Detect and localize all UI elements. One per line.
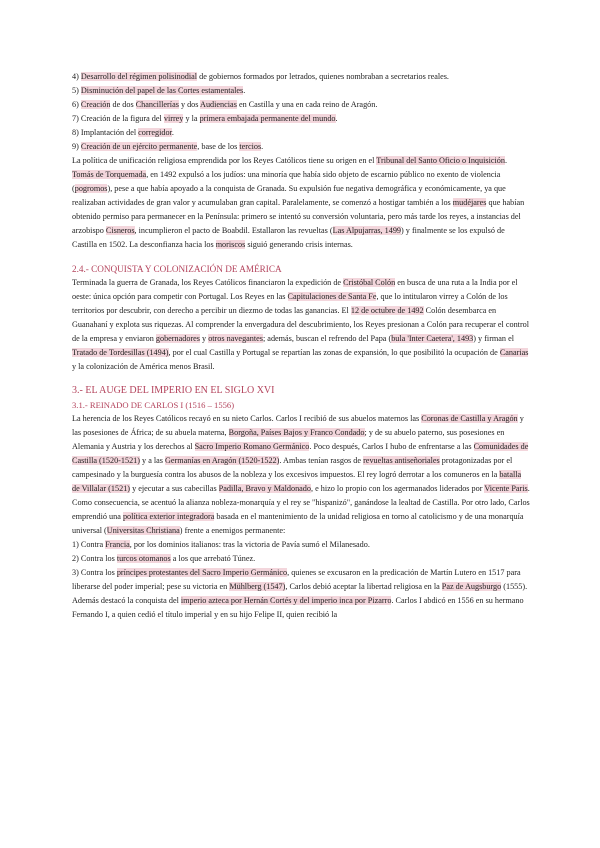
highlighted-term: Coronas de Castilla y Aragón — [421, 414, 518, 423]
enemies-list — [72, 538, 530, 622]
highlighted-term: Mühlberg (1547) — [229, 582, 286, 591]
highlighted-term: moriscos — [215, 240, 246, 249]
highlighted-term: Chancillerías — [135, 100, 179, 109]
highlighted-term: Tratado de Tordesillas (1494) — [72, 348, 169, 357]
highlighted-term: Cisneros — [105, 226, 135, 235]
highlighted-term: Audiencias — [200, 100, 237, 109]
section-heading-3: 3.- EL AUGE DEL IMPERIO EN EL SIGLO XVI — [72, 385, 275, 396]
highlighted-term: corregidor — [138, 128, 172, 137]
reforms-list — [72, 70, 530, 154]
highlighted-term: Padilla, Bravo y Maldonado — [218, 484, 311, 493]
highlighted-term: turcos otomanos — [116, 554, 171, 563]
highlighted-term: Borgoña, Países Bajos y Franco Condado — [228, 428, 365, 437]
highlighted-term: bula 'Inter Caetera', 1493 — [391, 334, 474, 343]
highlighted-term: Las Alpujarras, 1499 — [332, 226, 402, 235]
highlighted-term: virrey — [163, 114, 184, 123]
list-item: 9) Creación de un ejército permanente, base de los tercios. — [72, 142, 264, 151]
highlighted-term: Capitulaciones de Santa Fe — [287, 292, 377, 301]
highlighted-term: gobernadores — [155, 334, 200, 343]
section-heading-3-1: 3.1.- REINADO DE CARLOS I (1516 – 1556) — [72, 400, 235, 410]
highlighted-term: Paz de Augsburgo — [441, 582, 502, 591]
highlighted-term: Desarrollo del régimen polisinodial — [80, 72, 198, 81]
highlighted-term: otros navegantes — [208, 334, 263, 343]
highlighted-term: revueltas antiseñoriales — [363, 456, 440, 465]
highlighted-term: Francia — [105, 540, 130, 549]
list-item: 3) Contra los príncipes protestantes del Sacro Imperio Germánico, quienes se excusaron en la predicación de Martín Lutero en 1517 para liberarse del poder imperial; pese su victoria en Mühlberg (1547), Carlos debió aceptar la libertad religiosa en la Paz de Augsburgo (1555). Además destacó la conquista del imperio azteca por Hernán Cortés y del imperio inca por Pizarro. Carlos I abdicó en 1556 en su hermano Fernando I, a quien cedió el título imperial y en su hijo Felipe II, quien recibió la — [72, 568, 528, 619]
highlighted-term: Tribunal del Santo Oficio o Inquisición — [376, 156, 505, 165]
paragraph-america: Terminada la guerra de Granada, los Reyes Católicos financiaron la expedición de Cristóbal Colón en busca de una ruta a la India por el oeste: única opción para competir con Portugal. Los Reyes en las Capitulaciones de Santa Fe, que lo intitularon virrey a Colón de los territorios por descubrir, con derecho a percibir un diezmo de todas las ganancias. El 12 de octubre de 1492 Colón desembarca en Guanahaní y explota sus riquezas. Al comprender la envergadura del descubrimiento, los Reyes presionan a Colón para recuperar el control de la empresa y enviaron gobernadores y otros navegantes; además, buscan el refrendo del Papa (bula 'Inter Caetera', 1493) y firman el Tratado de Tordesillas (1494), por el cual Castilla y Portugal se repartían las zonas de expansión, lo que posibilitó la ocupación de Canarias y la colonización de América menos Brasil. — [72, 278, 530, 371]
highlighted-term: primera embajada permanente del mundo — [199, 114, 336, 123]
highlighted-term: Germanías en Aragón (1520-1522) — [165, 456, 280, 465]
highlighted-term: política exterior integradora — [122, 512, 215, 521]
highlighted-term: Tomás de Torquemada — [72, 170, 147, 179]
highlighted-term: Disminución del papel de las Cortes estamentales — [80, 86, 244, 95]
highlighted-term: tercios — [239, 142, 262, 151]
highlighted-term: Creación de un ejército permanente — [80, 142, 198, 151]
highlighted-term: Canarias — [499, 348, 529, 357]
highlighted-term: mudéjares — [452, 198, 487, 207]
highlighted-term: Vicente Paris — [484, 484, 528, 493]
paragraph-carlos-i: La herencia de los Reyes Católicos recayó en su nieto Carlos. Carlos I recibió de sus abuelos maternos las Coronas de Castilla y Aragón y las posesiones de África; de su abuela materna, Borgoña, Países Bajos y Franco Condado; y de su abuelo paterno, sus posesiones en Alemania y Austria y los derechos al Sacro Imperio Romano Germánico. Poco después, Carlos I hubo de enfrentarse a las Comunidades de Castilla (1520-1521) y a las Germanías en Aragón (1520-1522). Ambas tenían rasgos de revueltas antiseñoriales protagonizadas por el campesinado y la burguesía contra los abusos de la nobleza y los excesivos impuestos. El rey logró derrotar a los comuneros en la batalla de Villalar (1521) y ejecutar a sus cabecillas Padilla, Bravo y Maldonado, e hizo lo propio con los agermanados liderados por Vicente Paris. Como consecuencia, se acentuó la alianza nobleza-monarquía y el rey se "hispanizó", ganándose la lealtad de Castilla. Por otro lado, Carlos emprendió una política exterior integradora basada en el mantenimiento de la unidad religiosa en torno al catolicismo y de una monarquía universal (Universitas Christiana) frente a enemigos permanente: — [72, 414, 530, 535]
highlighted-term: pogromos — [74, 184, 108, 193]
highlighted-term: príncipes protestantes del Sacro Imperio Germánico — [116, 568, 288, 577]
highlighted-term: Cristóbal Colón — [343, 278, 396, 287]
highlighted-term: Creación — [80, 100, 111, 109]
highlighted-term: Universitas Christiana — [106, 526, 180, 535]
section-heading-2-4: 2.4.- CONQUISTA Y COLONIZACIÓN DE AMÉRICA — [72, 264, 282, 274]
highlighted-term: Sacro Imperio Romano Germánico — [194, 442, 310, 451]
list-item: 5) Disminución del papel de las Cortes estamentales. — [72, 86, 246, 95]
list-item: 2) Contra los turcos otomanos a los que arrebató Túnez. — [72, 554, 256, 563]
list-item: 7) Creación de la figura del virrey y la primera embajada permanente del mundo. — [72, 114, 338, 123]
highlighted-term: 12 de octubre de 1492 — [350, 306, 424, 315]
paragraph-religious-unification: La política de unificación religiosa emprendida por los Reyes Católicos tiene su origen en el Tribunal del Santo Oficio o Inquisición. Tomás de Torquemada, en 1492 expulsó a los judíos: una minoría que había sido objeto de escarnio público no exento de violencia (pogromos), pese a que había apoyado a la conquista de Granada. Su expulsión fue negativa demográfica y económicamente, ya que realizaban actividades de gran valor y acumulaban gran capital. Paralelamente, se comenzó a hostigar también a los mudéjares que habían obtenido permiso para permanecer en la Península: primero se intentó su conversión voluntaria, pero más tarde los reyes, a instancias del arzobispo Cisneros, incumplieron el pacto de Boabdil. Estallaron las revueltas (Las Alpujarras, 1499) y finalmente se los expulsó de Castilla en 1502. La desconfianza hacia los moriscos siguió generando crisis internas. — [72, 156, 525, 249]
highlighted-term: imperio azteca por Hernán Cortés y del imperio inca por Pizarro — [180, 596, 392, 605]
list-item: 8) Implantación del corregidor. — [72, 128, 174, 137]
list-item: 1) Contra Francia, por los dominios italianos: tras la victoria de Pavía sumó el Milanesado. — [72, 540, 370, 549]
highlighted-term: batalla de Villalar (1521) — [72, 470, 522, 493]
highlighted-term: Comunidades de Castilla (1520-1521) — [72, 442, 529, 465]
list-item: 4) Desarrollo del régimen polisinodial de gobiernos formados por letrados, quienes nombraban a secretarios reales. — [72, 72, 449, 81]
list-item: 6) Creación de dos Chancillerías y dos Audiencias en Castilla y una en cada reino de Aragón. — [72, 100, 378, 109]
